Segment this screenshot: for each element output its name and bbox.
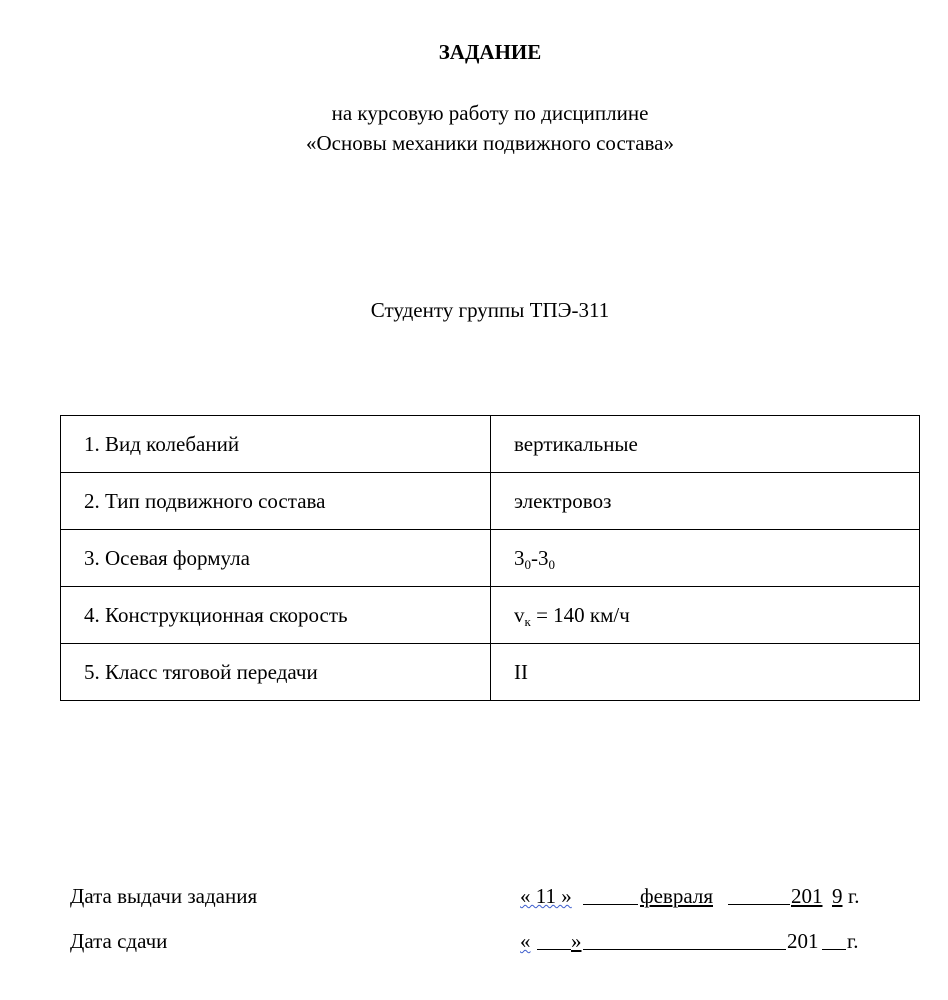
row-label: 5. Класс тяговой передачи	[61, 644, 491, 701]
axle-formula-sub-2: 0	[548, 556, 555, 572]
row-value	[491, 587, 920, 644]
table-row	[61, 587, 920, 644]
row-label: 2. Тип подвижного состава	[61, 473, 491, 530]
due-month-blank	[583, 929, 786, 950]
issue-year-suffix: г.	[848, 884, 860, 908]
row-value	[491, 530, 920, 587]
due-date-row	[0, 929, 948, 959]
due-quote-close: »	[571, 929, 582, 953]
issue-date-row	[0, 884, 948, 914]
subtitle-line-2: «Основы механики подвижного состава»	[306, 131, 674, 155]
due-year-blank	[822, 929, 846, 950]
issue-year-prefix: 201	[791, 884, 823, 908]
due-day-wrap	[502, 929, 531, 954]
table-row	[61, 644, 920, 701]
due-day-blank	[537, 929, 571, 950]
issue-month: февраля	[640, 884, 713, 908]
axle-formula-main-1: 3	[514, 545, 525, 570]
due-year-suffix: г.	[847, 929, 859, 953]
row-label: 1. Вид колебаний	[61, 416, 491, 473]
due-year-prefix: 201	[787, 929, 819, 953]
due-quote-open: «	[520, 929, 531, 953]
speed-symbol-sub: к	[524, 613, 531, 629]
table-row	[61, 530, 920, 587]
issue-year-digit: 9	[832, 884, 843, 908]
speed-value: = 140 км/ч	[530, 602, 630, 627]
row-value: II	[491, 644, 920, 701]
row-value: электровоз	[491, 473, 920, 530]
issue-day-wrap	[502, 884, 572, 909]
issue-date-label: Дата выдачи задания	[70, 884, 258, 908]
table-row	[61, 416, 920, 473]
speed-symbol: v	[514, 602, 525, 627]
row-label: 4. Конструкционная скорость	[61, 587, 491, 644]
document-title: ЗАДАНИЕ	[438, 40, 542, 64]
table-row	[61, 473, 920, 530]
task-parameters-table	[60, 415, 920, 701]
due-date-label: Дата сдачи	[70, 929, 168, 953]
issue-blank-1	[583, 884, 638, 905]
axle-formula-sub-1: 0	[524, 556, 531, 572]
row-value: вертикальные	[491, 416, 920, 473]
row-label: 3. Осевая формула	[61, 530, 491, 587]
student-group-line: Студенту группы ТПЭ-311	[370, 298, 610, 322]
issue-day: « 11 »	[520, 884, 572, 908]
axle-formula-main-2: -3	[531, 545, 549, 570]
issue-blank-2	[728, 884, 790, 905]
subtitle-line-1: на курсовую работу по дисциплине	[331, 101, 649, 125]
